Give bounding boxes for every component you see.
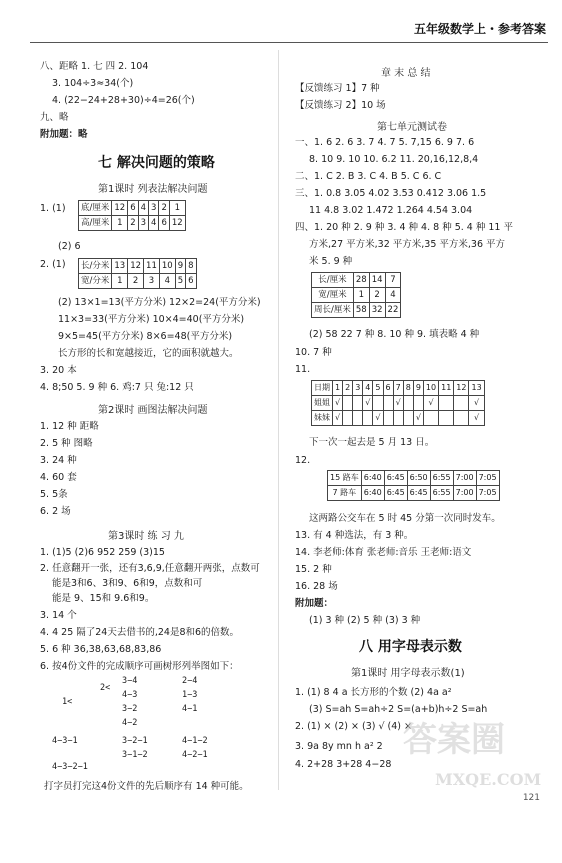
table-cell: 3 xyxy=(138,216,148,231)
table-cell: √ xyxy=(423,396,438,411)
table-row xyxy=(328,486,500,501)
table-cell: 妹妹 xyxy=(312,411,333,426)
answer-line: 10. 7 种 xyxy=(295,347,332,358)
table-cell: 15 路车 xyxy=(328,471,362,486)
table-cell: √ xyxy=(413,411,423,426)
right-column xyxy=(285,0,555,809)
table-cell xyxy=(439,411,454,426)
table-cell: 宽/分米 xyxy=(79,274,112,289)
table-1 xyxy=(78,200,186,231)
answer-line: 6. 按4份文件的完成顺序可画树形列举图如下： xyxy=(40,661,239,672)
answer-line: 2. 任意翻开一张，还有3,6,9,任意翻开两张，点数可 xyxy=(40,563,260,574)
answer-line: 附加题：略 xyxy=(40,129,88,140)
left-column xyxy=(0,0,278,809)
table-5 xyxy=(327,470,500,501)
answer-line: 12. xyxy=(295,455,311,466)
answer-line: 3. 104÷3≈34(个) xyxy=(52,78,134,89)
table-cell: 日期 xyxy=(312,381,333,396)
table-cell: 4 xyxy=(385,288,401,303)
table-cell: 5 xyxy=(373,381,383,396)
answer-line: 这两路公交车在 5 时 45 分第一次同时发车。 xyxy=(309,513,501,524)
table-cell: 6:45 xyxy=(384,486,407,501)
answer-line: (3) S=ah S=ah÷2 S=(a+b)h÷2 S=ah xyxy=(309,704,488,715)
table-cell: 底/厘米 xyxy=(79,201,112,216)
tree-node: 3−4 xyxy=(122,676,138,686)
table-cell: 7:00 xyxy=(453,486,476,501)
table-2 xyxy=(78,258,197,289)
answer-line: 15. 2 种 xyxy=(295,564,332,575)
answer-line: 1. (1)5 (2)6 952 259 (3)15 xyxy=(40,547,165,558)
table-cell: 12 xyxy=(112,201,128,216)
answer-line: 方米,27 平方米,32 平方米,35 平方米,36 平方 xyxy=(309,239,506,250)
table-cell xyxy=(363,411,373,426)
table-cell: √ xyxy=(469,411,484,426)
answer-line: (2) 58 22 7 种 8. 10 种 9. 填表略 4 种 xyxy=(309,329,480,340)
table-cell: 6:45 xyxy=(384,471,407,486)
table-cell: 1 xyxy=(112,216,128,231)
answer-line: 1. 12 种 距略 xyxy=(40,421,99,432)
table-cell: 8 xyxy=(186,259,196,274)
table-cell xyxy=(413,396,423,411)
table-cell xyxy=(403,411,413,426)
answer-line: (1) 3 种 (2) 5 种 (3) 3 种 xyxy=(309,615,421,626)
table-cell xyxy=(423,411,438,426)
tree-node: 4−3 xyxy=(122,690,138,700)
answer-line: 1. (1) 8 4 a 长方形的个数 (2) 4a a² xyxy=(295,687,452,698)
table-cell: 22 xyxy=(385,303,401,318)
answer-line: 能是3和6、3和9、6和9，点数和可 xyxy=(52,578,203,589)
table-cell: 6 xyxy=(383,381,393,396)
tree-node: 1−3 xyxy=(182,690,198,700)
table-cell xyxy=(343,411,353,426)
answer-line: 11×3=33(平方分米) 10×4=40(平方分米) xyxy=(58,314,245,325)
tree-node: 4−3−1 xyxy=(52,736,78,746)
section-title: 七 解决问题的策略 xyxy=(98,155,215,171)
answer-line: 4. 60 套 xyxy=(40,472,77,483)
answer-line: 一、1. 6 2. 6 3. 7 4. 7 5. 7,15 6. 9 7. 6 xyxy=(295,137,475,148)
table-row xyxy=(312,396,485,411)
table-cell: 12 xyxy=(128,259,144,274)
table-cell: 28 xyxy=(353,273,369,288)
table-cell: 7 xyxy=(385,273,401,288)
table-cell: 周长/厘米 xyxy=(312,303,354,318)
table-cell: 7:05 xyxy=(476,471,499,486)
table-cell xyxy=(373,396,383,411)
section-title: 八 用字母表示数 xyxy=(359,639,462,655)
tree-node: 4−1 xyxy=(182,704,198,714)
table-cell: 2 xyxy=(343,381,353,396)
table-cell: 12 xyxy=(454,381,469,396)
table-cell: 3 xyxy=(149,201,159,216)
table-cell: 高/厘米 xyxy=(79,216,112,231)
table-cell: 13 xyxy=(469,381,484,396)
table-cell: 1 xyxy=(169,201,185,216)
table-cell xyxy=(383,396,393,411)
table-cell: 9 xyxy=(413,381,423,396)
table-cell xyxy=(454,396,469,411)
tree-node: 3−1−2 xyxy=(122,750,148,760)
answer-line: 【反馈练习 2】10 场 xyxy=(295,100,386,111)
table-cell: √ xyxy=(333,396,343,411)
table-cell: 6:45 xyxy=(407,486,430,501)
table-cell: 11 xyxy=(144,259,160,274)
answer-line: 3. 9a 8y mn h a² 2 xyxy=(295,741,383,752)
tree-diagram xyxy=(52,676,262,776)
answer-line: 八、距略 1. 七 四 2. 104 xyxy=(40,61,149,72)
table-cell: 2 xyxy=(369,288,385,303)
table-cell: 9 xyxy=(175,259,185,274)
tree-node: 2−4 xyxy=(182,676,198,686)
table-cell: 5 xyxy=(175,274,185,289)
answer-line: 九、略 xyxy=(40,112,69,123)
lesson-title: 第1课时 用字母表示数(1) xyxy=(351,668,465,679)
answer-line: 13. 有 4 种选法，有 3 种。 xyxy=(295,530,414,541)
table-cell: 6:55 xyxy=(430,486,453,501)
answer-line: 8. 10 9. 10 10. 6.2 11. 20,16,12,8,4 xyxy=(309,154,479,165)
tree-node: 4−2 xyxy=(122,718,138,728)
answer-line: 2. 5 种 图略 xyxy=(40,438,93,449)
table-cell: 14 xyxy=(369,273,385,288)
answer-line: 能是 9、15和 9.6和9。 xyxy=(52,593,155,604)
table-cell: 4 xyxy=(159,274,175,289)
table-cell: 7 xyxy=(393,381,403,396)
answer-line: 下一次一起去是 5 月 13 日。 xyxy=(309,437,435,448)
table-cell: 7:00 xyxy=(453,471,476,486)
table-3 xyxy=(311,272,401,318)
tree-node: 4−2−1 xyxy=(182,750,208,760)
answer-line: 4. 8;50 5. 9 种 6. 鸡:7 只 兔:12 只 xyxy=(40,382,194,393)
table-cell: 2 xyxy=(128,216,138,231)
question-label: 2. (1) xyxy=(40,259,66,270)
answer-line: 3. 20 本 xyxy=(40,365,77,376)
table-cell: 6:40 xyxy=(361,471,384,486)
table-cell: 4 xyxy=(363,381,373,396)
table-row xyxy=(79,216,186,231)
answer-line: 6. 2 场 xyxy=(40,506,71,517)
answer-line: 【反馈练习 1】7 种 xyxy=(295,83,380,94)
table-cell: 13 xyxy=(112,259,128,274)
column-divider xyxy=(278,50,279,790)
table-row xyxy=(312,303,401,318)
table-cell: √ xyxy=(363,396,373,411)
table-cell: 8 xyxy=(403,381,413,396)
table-cell: 7:05 xyxy=(476,486,499,501)
table-row xyxy=(328,471,500,486)
table-cell: 3 xyxy=(353,381,363,396)
table-cell: 6:55 xyxy=(430,471,453,486)
table-cell: 4 xyxy=(138,201,148,216)
answer-line: 5. 5条 xyxy=(40,489,68,500)
table-row xyxy=(79,274,197,289)
chapter-summary-title: 章 末 总 结 xyxy=(381,68,431,79)
tree-node: 4−1−2 xyxy=(182,736,208,746)
tree-node: 3−2−1 xyxy=(122,736,148,746)
answer-line: 附加题： xyxy=(295,598,334,609)
answer-line: 打字员打完这4份文件的先后顺序有 14 种可能。 xyxy=(44,781,249,792)
lesson-title: 第3课时 练 习 九 xyxy=(108,531,184,542)
page-number: 121 xyxy=(522,793,540,803)
table-cell: √ xyxy=(373,411,383,426)
table-row xyxy=(312,273,401,288)
table-cell: 1 xyxy=(112,274,128,289)
table-cell xyxy=(393,411,403,426)
tree-node: 3−2 xyxy=(122,704,138,714)
answer-line: 二、1. C 2. B 3. C 4. B 5. C 6. C xyxy=(295,171,442,182)
watermark-url: MXQE.COM xyxy=(435,770,542,789)
table-cell: 宽/厘米 xyxy=(312,288,354,303)
lesson-title: 第2课时 画图法解决问题 xyxy=(98,405,208,416)
answer-line: 11. xyxy=(295,364,311,375)
lesson-title: 第1课时 列表法解决问题 xyxy=(98,184,208,195)
table-cell: 11 xyxy=(439,381,454,396)
answer-line: 16. 28 场 xyxy=(295,581,338,592)
answer-line: (2) 6 xyxy=(58,241,81,252)
answer-line: 4. 2+28 3+28 4−28 xyxy=(295,759,392,770)
question-label: 1. (1) xyxy=(40,203,66,214)
table-cell: 12 xyxy=(169,216,185,231)
table-cell xyxy=(439,396,454,411)
table-cell: 6 xyxy=(128,201,138,216)
table-cell: 2 xyxy=(128,274,144,289)
table-cell: 6 xyxy=(159,216,169,231)
table-cell: 6:40 xyxy=(361,486,384,501)
table-cell xyxy=(383,411,393,426)
table-cell: 长/分米 xyxy=(79,259,112,274)
table-cell: 10 xyxy=(423,381,438,396)
tree-node: 4−3−2−1 xyxy=(52,762,88,772)
unit-test-title: 第七单元测试卷 xyxy=(377,122,447,133)
table-cell xyxy=(353,411,363,426)
watermark-logo: 答案圈 xyxy=(403,720,505,760)
table-cell: √ xyxy=(393,396,403,411)
table-row xyxy=(79,201,186,216)
table-row xyxy=(312,411,485,426)
table-row xyxy=(79,259,197,274)
tree-node: 1< xyxy=(62,697,73,707)
table-cell: 10 xyxy=(159,259,175,274)
answer-line: 长方形的长和宽越接近，它的面积就越大。 xyxy=(58,348,239,359)
table-cell xyxy=(454,411,469,426)
answer-line: 9×5=45(平方分米) 8×6=48(平方分米) xyxy=(58,331,233,342)
table-4 xyxy=(311,380,485,426)
tree-node: 2< xyxy=(100,683,111,693)
table-cell: 58 xyxy=(353,303,369,318)
answer-line: 3. 24 种 xyxy=(40,455,77,466)
table-cell: 姐姐 xyxy=(312,396,333,411)
table-cell: 1 xyxy=(353,288,369,303)
table-cell: √ xyxy=(333,411,343,426)
table-cell: 6:50 xyxy=(407,471,430,486)
table-cell: 1 xyxy=(333,381,343,396)
answer-line: 2. (1) × (2) × (3) √ (4) × xyxy=(295,721,412,732)
table-cell: 7 路车 xyxy=(328,486,362,501)
table-cell: 长/厘米 xyxy=(312,273,354,288)
table-cell xyxy=(353,396,363,411)
answer-line: 5. 6 种 36,38,63,68,83,86 xyxy=(40,644,162,655)
table-cell: 3 xyxy=(144,274,160,289)
table-cell xyxy=(403,396,413,411)
table-row xyxy=(312,288,401,303)
answer-line: 11 4.8 3.02 1.472 1.264 4.54 3.04 xyxy=(309,205,473,216)
table-cell: 4 xyxy=(149,216,159,231)
answer-line: (2) 13×1=13(平方分米) 12×2=24(平方分米) xyxy=(58,297,261,308)
answer-line: 14. 李老师:体育 张老师:音乐 王老师:语文 xyxy=(295,547,472,558)
answer-line: 4. (22−24+28+30)÷4=26(个) xyxy=(52,95,195,106)
answer-line: 米 5. 9 种 xyxy=(309,256,353,267)
header-title: 五年级数学上・参考答案 xyxy=(413,22,546,36)
table-cell xyxy=(343,396,353,411)
table-cell: √ xyxy=(469,396,484,411)
table-row xyxy=(312,381,485,396)
answer-line: 三、1. 0.8 3.05 4.02 3.53 0.412 3.06 1.5 xyxy=(295,188,487,199)
answer-line: 四、1. 20 种 2. 9 种 3. 4 种 4. 8 种 5. 4 种 11 平 xyxy=(295,222,513,233)
table-cell: 32 xyxy=(369,303,385,318)
answer-line: 4. 4 25 隔了24天去借书的,24是8和6的倍数。 xyxy=(40,627,240,638)
table-cell: 6 xyxy=(186,274,196,289)
answer-line: 3. 14 个 xyxy=(40,610,77,621)
table-cell: 2 xyxy=(159,201,169,216)
